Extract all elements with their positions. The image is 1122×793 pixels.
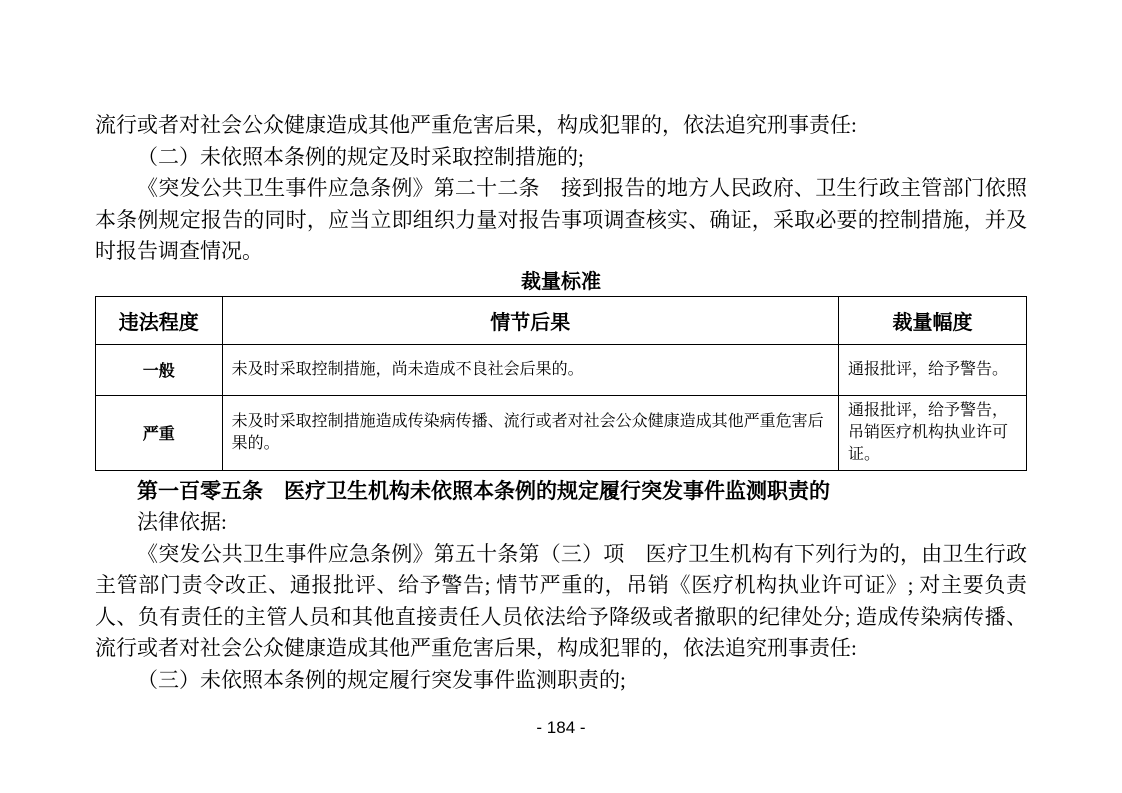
cell-degree-general: 一般 — [96, 344, 223, 395]
cell-range-general: 通报批评，给予警告。 — [838, 344, 1026, 395]
page-number: - 184 - — [536, 718, 586, 737]
paragraph-legal-basis-label: 法律依据: — [137, 510, 227, 534]
section-heading-article-105: 第一百零五条 医疗卫生机构未依照本条例的规定履行突发事件监测职责的 — [137, 478, 830, 503]
table-row-severe — [96, 395, 1027, 470]
paragraph-item-three: （三）未依照本条例的规定履行突发事件监测职责的; — [137, 667, 626, 692]
column-header-violation-degree: 违法程度 — [96, 296, 223, 344]
column-header-circumstances: 情节后果 — [222, 296, 838, 344]
cell-degree-severe: 严重 — [96, 395, 223, 470]
paragraph-regulation-article-22: 《突发公共卫生事件应急条例》第二十二条 接到报告的地方人民政府、卫生行政主管部门依照本条例规定报告的同时，应当立即组织力量对报告事项调查核实、确证，采取必要的控制措施，并及时报告调查情况。 — [95, 176, 1027, 263]
document-content — [95, 110, 1027, 696]
table-title: 裁量标准 — [521, 270, 601, 293]
table-header-row — [96, 296, 1027, 344]
cell-circumstances-general: 未及时采取控制措施，尚未造成不良社会后果的。 — [222, 344, 838, 395]
paragraph-item-two: （二）未依照本条例的规定及时采取控制措施的; — [137, 144, 584, 169]
paragraph-regulation-article-50: 《突发公共卫生事件应急条例》第五十条第（三）项 医疗卫生机构有下列行为的，由卫生行政主管部门责令改正、通报批评、给予警告; 情节严重的，吊销《医疗机构执业许可证》; 对主要负责人、负有责任的主管人员和其他直接责任人员依法给予降级或者撤职的纪律处分; 造成传染病传播、流行或者对社会公众健康造成其他严重危害后果，构成犯罪的，依法追究刑事责任: — [95, 541, 1027, 660]
cell-circumstances-severe: 未及时采取控制措施造成传染病传播、流行或者对社会公众健康造成其他严重危害后果的。 — [222, 395, 838, 470]
paragraph-continuation: 流行或者对社会公众健康造成其他严重危害后果，构成犯罪的，依法追究刑事责任: — [95, 113, 857, 137]
table-row-general — [96, 344, 1027, 395]
cell-range-severe: 通报批评，给予警告，吊销医疗机构执业许可证。 — [838, 395, 1026, 470]
discretion-standards-table — [95, 296, 1027, 471]
column-header-discretion-range: 裁量幅度 — [838, 296, 1026, 344]
